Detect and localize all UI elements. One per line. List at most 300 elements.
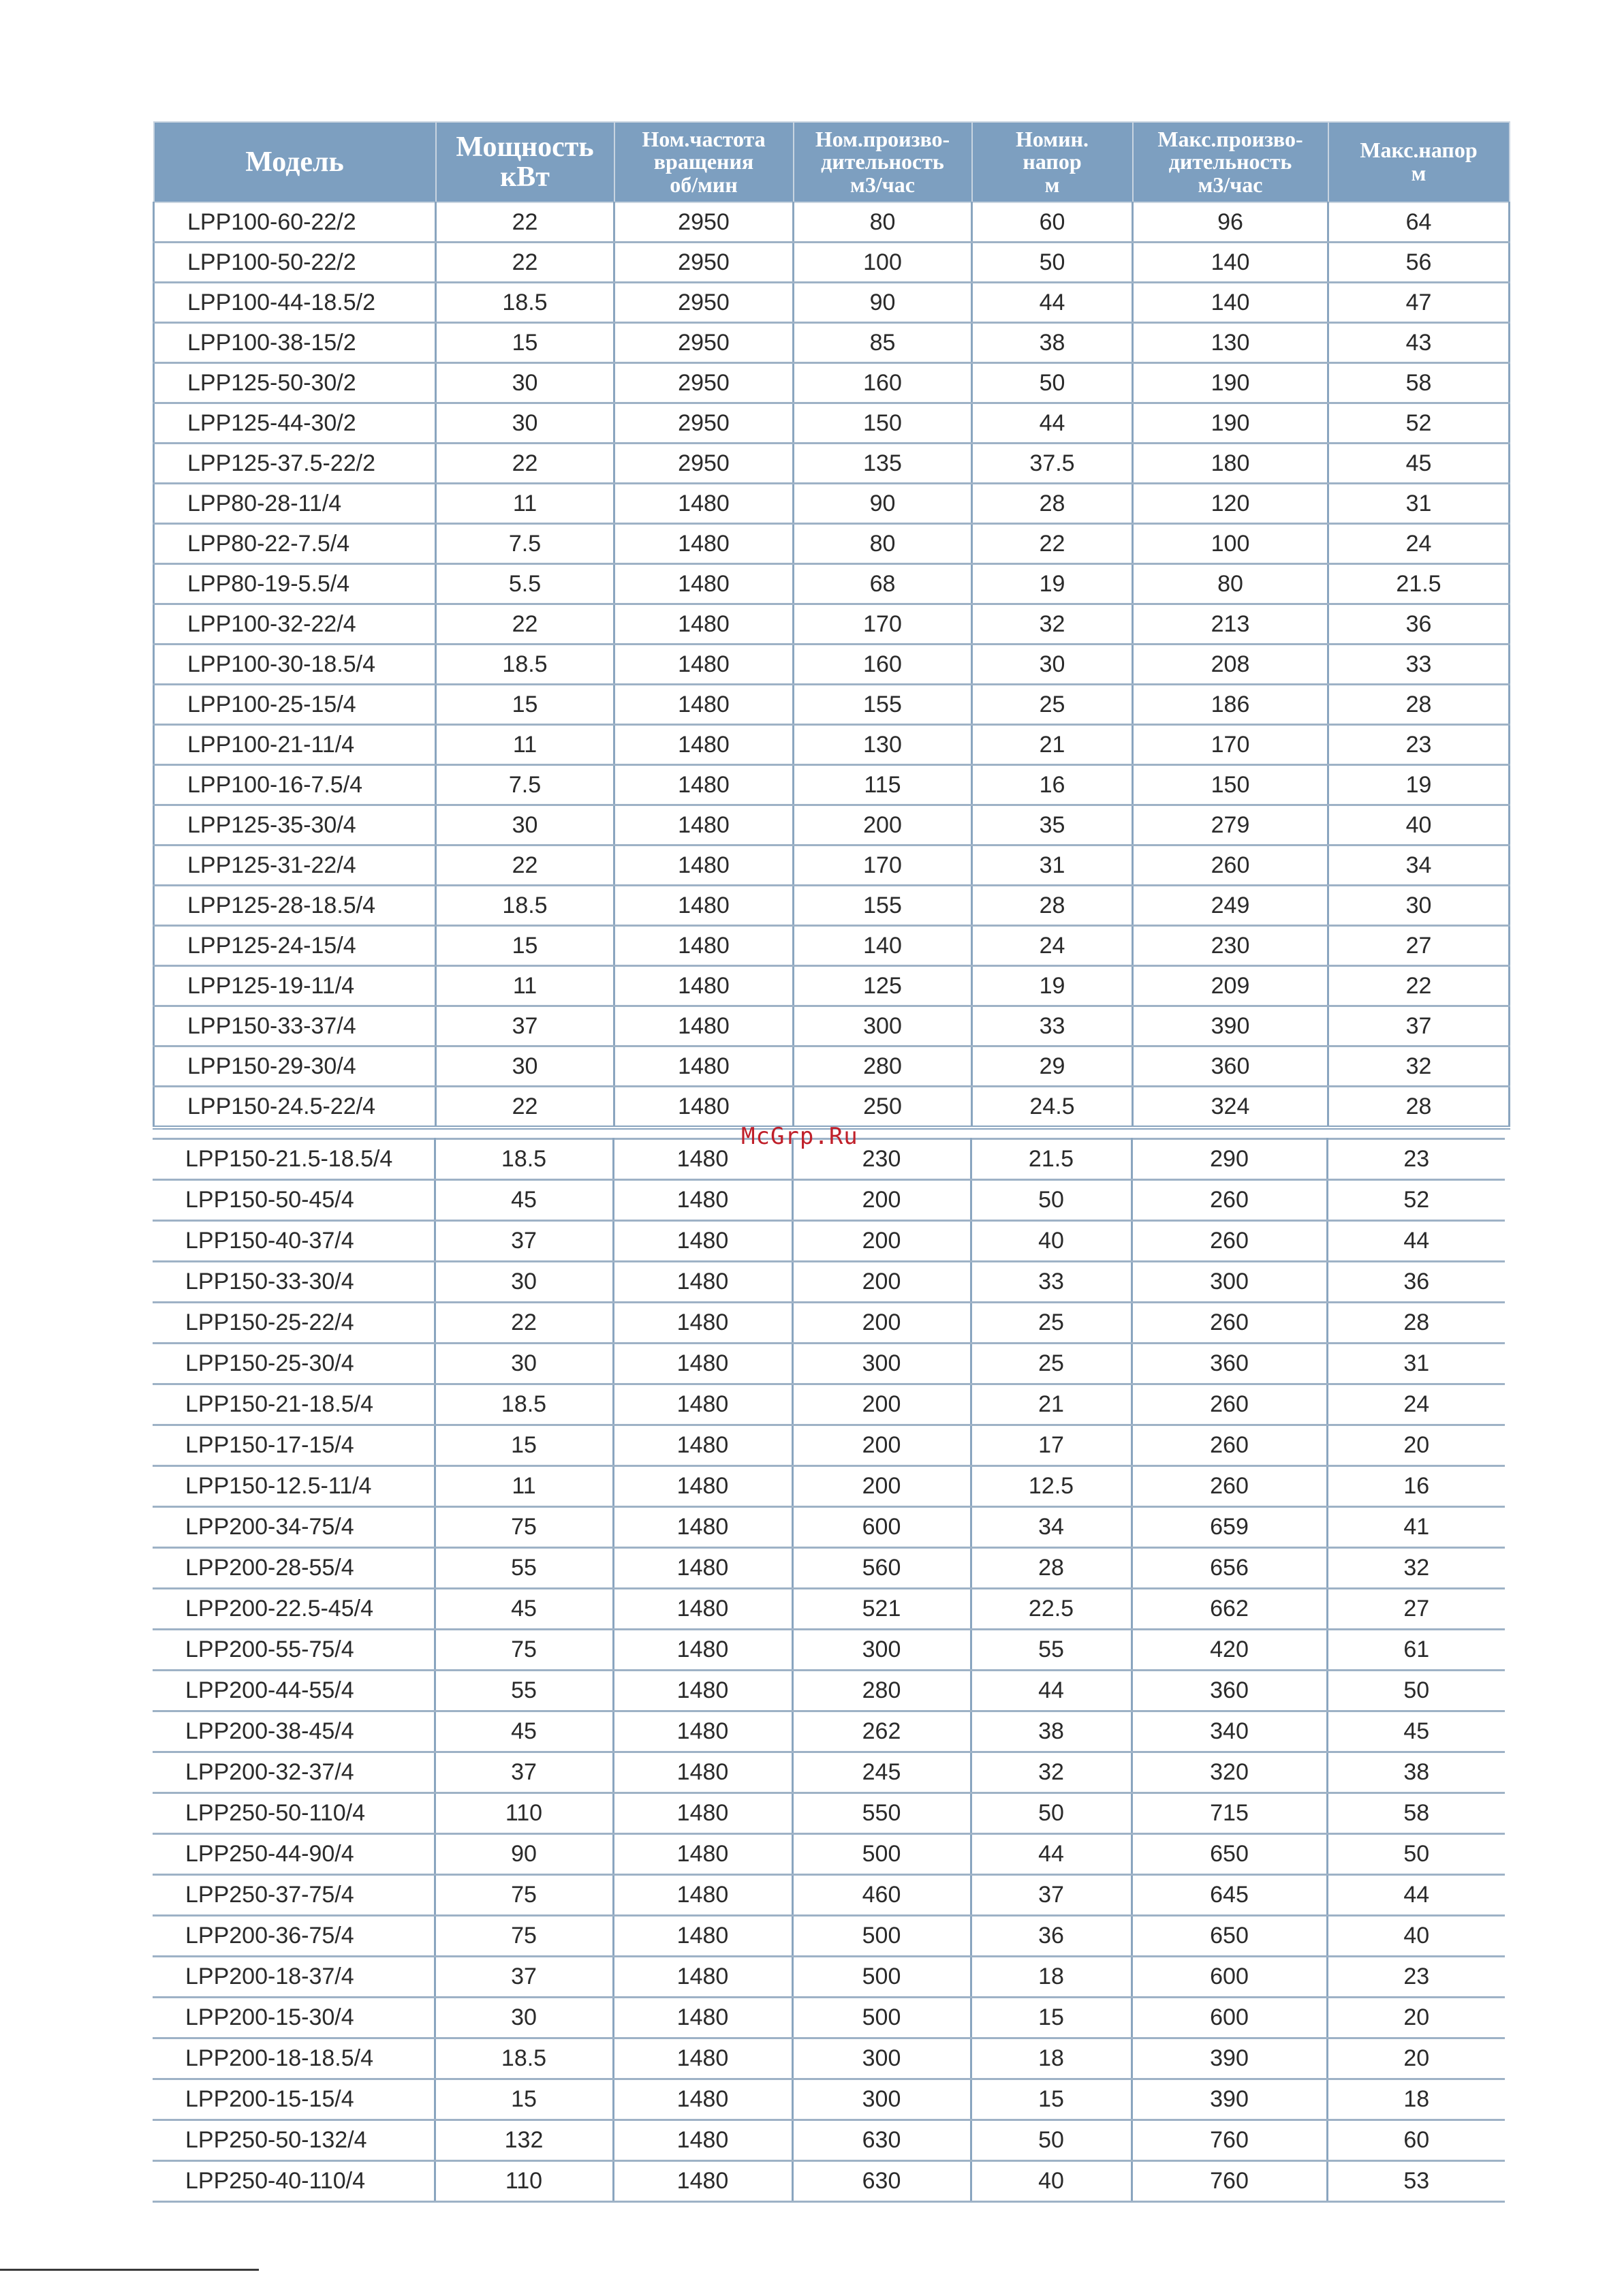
cell-max-flow: 340 — [1132, 1711, 1327, 1752]
table-row — [153, 2038, 1505, 2079]
cell-nominal-head: 44 — [971, 1671, 1132, 1711]
cell-nominal-flow: 600 — [792, 1507, 971, 1548]
header-nominal-speed: Ном.частота вращения об/мин — [614, 122, 794, 202]
cell-nominal-head: 37 — [971, 1875, 1132, 1916]
cell-power: 22 — [436, 604, 614, 645]
cell-speed: 1480 — [613, 1630, 792, 1671]
cell-power: 30 — [435, 1344, 613, 1384]
cell-nominal-head: 25 — [972, 685, 1133, 725]
cell-max-flow: 420 — [1132, 1630, 1327, 1671]
cell-nominal-flow: 500 — [792, 1957, 971, 1998]
cell-power: 30 — [436, 403, 614, 444]
cell-model: LPP200-18-18.5/4 — [153, 2038, 435, 2079]
cell-nominal-head: 15 — [971, 1998, 1132, 2038]
cell-max-head: 61 — [1327, 1630, 1505, 1671]
cell-speed: 1480 — [613, 1875, 792, 1916]
pump-spec-table-bottom — [153, 1138, 1505, 2203]
cell-model: LPP200-36-75/4 — [153, 1916, 435, 1957]
cell-max-flow: 650 — [1132, 1834, 1327, 1875]
cell-power: 75 — [435, 1875, 613, 1916]
cell-model: LPP100-21-11/4 — [154, 725, 436, 765]
cell-speed: 2950 — [614, 444, 794, 484]
cell-power: 110 — [435, 1793, 613, 1834]
cell-nominal-flow: 280 — [794, 1046, 972, 1087]
cell-max-flow: 100 — [1133, 524, 1328, 564]
cell-speed: 1480 — [613, 1303, 792, 1344]
cell-max-flow: 190 — [1133, 403, 1328, 444]
table-row — [154, 926, 1510, 966]
cell-model: LPP250-50-132/4 — [153, 2120, 435, 2161]
table-row — [153, 1711, 1505, 1752]
cell-max-head: 40 — [1328, 805, 1510, 846]
cell-speed: 1480 — [614, 685, 794, 725]
table-row — [154, 363, 1510, 403]
cell-nominal-head: 21 — [972, 725, 1133, 765]
table-row — [154, 604, 1510, 645]
cell-speed: 1480 — [613, 1262, 792, 1303]
cell-max-flow: 186 — [1133, 685, 1328, 725]
cell-power: 132 — [435, 2120, 613, 2161]
table-body-bottom — [153, 1139, 1505, 2202]
cell-model: LPP150-24.5-22/4 — [154, 1087, 436, 1128]
cell-power: 55 — [435, 1548, 613, 1589]
cell-max-head: 19 — [1328, 765, 1510, 805]
cell-nominal-head: 50 — [971, 2120, 1132, 2161]
cell-max-head: 44 — [1327, 1221, 1505, 1262]
cell-max-flow: 360 — [1132, 1671, 1327, 1711]
table-row — [154, 403, 1510, 444]
table-row — [153, 2120, 1505, 2161]
cell-power: 15 — [436, 323, 614, 363]
cell-speed: 1480 — [613, 1425, 792, 1466]
cell-max-flow: 140 — [1133, 283, 1328, 323]
cell-nominal-head: 24 — [972, 926, 1133, 966]
table-row — [153, 1221, 1505, 1262]
cell-nominal-flow: 200 — [792, 1303, 971, 1344]
cell-speed: 1480 — [613, 1384, 792, 1425]
cell-max-flow: 130 — [1133, 323, 1328, 363]
cell-model: LPP200-38-45/4 — [153, 1711, 435, 1752]
cell-speed: 1480 — [613, 1834, 792, 1875]
cell-power: 30 — [435, 1998, 613, 2038]
cell-nominal-flow: 200 — [792, 1221, 971, 1262]
cell-power: 15 — [435, 2079, 613, 2120]
cell-max-head: 21.5 — [1328, 564, 1510, 604]
cell-nominal-head: 60 — [972, 202, 1133, 243]
cell-power: 22 — [436, 243, 614, 283]
cell-nominal-head: 18 — [971, 1957, 1132, 1998]
cell-model: LPP125-31-22/4 — [154, 846, 436, 886]
cell-nominal-head: 37.5 — [972, 444, 1133, 484]
cell-max-flow: 279 — [1133, 805, 1328, 846]
cell-power: 11 — [436, 966, 614, 1006]
cell-speed: 1480 — [614, 725, 794, 765]
table-row — [154, 966, 1510, 1006]
cell-max-head: 52 — [1327, 1180, 1505, 1221]
cell-max-head: 32 — [1328, 1046, 1510, 1087]
cell-speed: 1480 — [614, 484, 794, 524]
table-row — [153, 1916, 1505, 1957]
cell-speed: 1480 — [613, 1507, 792, 1548]
table-row — [154, 886, 1510, 926]
cell-model: LPP150-29-30/4 — [154, 1046, 436, 1087]
cell-max-flow: 213 — [1133, 604, 1328, 645]
cell-power: 22 — [436, 202, 614, 243]
cell-nominal-flow: 155 — [794, 886, 972, 926]
cell-nominal-flow: 200 — [792, 1262, 971, 1303]
cell-speed: 1480 — [613, 1916, 792, 1957]
cell-power: 22 — [436, 444, 614, 484]
cell-speed: 1480 — [614, 805, 794, 846]
cell-nominal-flow: 560 — [792, 1548, 971, 1589]
cell-max-head: 28 — [1328, 685, 1510, 725]
cell-nominal-flow: 200 — [792, 1384, 971, 1425]
cell-power: 7.5 — [436, 765, 614, 805]
cell-model: LPP150-33-37/4 — [154, 1006, 436, 1046]
cell-max-head: 23 — [1328, 725, 1510, 765]
cell-speed: 1480 — [614, 1046, 794, 1087]
cell-nominal-flow: 200 — [792, 1180, 971, 1221]
cell-nominal-head: 44 — [972, 283, 1133, 323]
table-row — [153, 1262, 1505, 1303]
table-row — [154, 202, 1510, 243]
pump-spec-table-top — [153, 121, 1510, 1130]
cell-max-head: 32 — [1327, 1548, 1505, 1589]
cell-max-head: 41 — [1327, 1507, 1505, 1548]
cell-max-flow: 140 — [1133, 243, 1328, 283]
cell-speed: 1480 — [613, 1548, 792, 1589]
cell-nominal-head: 16 — [972, 765, 1133, 805]
cell-nominal-flow: 300 — [792, 1344, 971, 1384]
cell-max-head: 44 — [1327, 1875, 1505, 1916]
cell-nominal-head: 50 — [972, 363, 1133, 403]
header-nominal-head: Номин. напор м — [972, 122, 1133, 202]
table-row — [154, 283, 1510, 323]
cell-max-flow: 760 — [1132, 2120, 1327, 2161]
cell-nominal-flow: 160 — [794, 363, 972, 403]
cell-nominal-flow: 500 — [792, 1916, 971, 1957]
cell-model: LPP150-25-30/4 — [153, 1344, 435, 1384]
cell-power: 11 — [436, 725, 614, 765]
cell-speed: 1480 — [613, 1221, 792, 1262]
cell-max-head: 23 — [1327, 1139, 1505, 1180]
cell-nominal-flow: 460 — [792, 1875, 971, 1916]
cell-max-flow: 190 — [1133, 363, 1328, 403]
cell-max-head: 37 — [1328, 1006, 1510, 1046]
cell-nominal-head: 40 — [971, 1221, 1132, 1262]
cell-speed: 1480 — [614, 645, 794, 685]
cell-nominal-head: 32 — [971, 1752, 1132, 1793]
cell-nominal-flow: 521 — [792, 1589, 971, 1630]
cell-speed: 1480 — [614, 1006, 794, 1046]
cell-speed: 1480 — [614, 1087, 794, 1128]
cell-model: LPP200-44-55/4 — [153, 1671, 435, 1711]
cell-nominal-flow: 68 — [794, 564, 972, 604]
cell-model: LPP100-50-22/2 — [154, 243, 436, 283]
cell-max-flow: 290 — [1132, 1139, 1327, 1180]
cell-model: LPP150-17-15/4 — [153, 1425, 435, 1466]
cell-nominal-head: 44 — [972, 403, 1133, 444]
cell-model: LPP125-50-30/2 — [154, 363, 436, 403]
table-row — [153, 2161, 1505, 2202]
cell-nominal-head: 25 — [971, 1303, 1132, 1344]
cell-max-head: 58 — [1327, 1793, 1505, 1834]
cell-max-flow: 260 — [1132, 1384, 1327, 1425]
cell-speed: 2950 — [614, 283, 794, 323]
cell-max-flow: 260 — [1132, 1303, 1327, 1344]
cell-max-flow: 645 — [1132, 1875, 1327, 1916]
cell-power: 55 — [435, 1671, 613, 1711]
cell-power: 22 — [436, 846, 614, 886]
table-row — [154, 243, 1510, 283]
header-nominal-flow: Ном.произво- дительность м3/час — [794, 122, 972, 202]
cell-nominal-flow: 90 — [794, 283, 972, 323]
cell-max-head: 31 — [1327, 1344, 1505, 1384]
cell-max-head: 50 — [1327, 1834, 1505, 1875]
table-row — [154, 524, 1510, 564]
cell-nominal-flow: 300 — [792, 1630, 971, 1671]
cell-nominal-flow: 550 — [792, 1793, 971, 1834]
cell-power: 37 — [435, 1221, 613, 1262]
table-row — [154, 645, 1510, 685]
cell-nominal-flow: 630 — [792, 2161, 971, 2202]
cell-model: LPP100-38-15/2 — [154, 323, 436, 363]
table-row — [153, 1180, 1505, 1221]
cell-max-flow: 390 — [1132, 2079, 1327, 2120]
cell-max-head: 43 — [1328, 323, 1510, 363]
cell-nominal-flow: 500 — [792, 1834, 971, 1875]
cell-speed: 1480 — [613, 2038, 792, 2079]
cell-power: 18.5 — [436, 645, 614, 685]
cell-power: 22 — [436, 1087, 614, 1128]
cell-power: 30 — [435, 1262, 613, 1303]
cell-max-head: 18 — [1327, 2079, 1505, 2120]
cell-max-flow: 715 — [1132, 1793, 1327, 1834]
cell-max-head: 27 — [1327, 1589, 1505, 1630]
cell-speed: 2950 — [614, 243, 794, 283]
cell-max-head: 58 — [1328, 363, 1510, 403]
cell-max-head: 56 — [1328, 243, 1510, 283]
cell-speed: 1480 — [613, 1957, 792, 1998]
cell-max-flow: 230 — [1133, 926, 1328, 966]
cell-nominal-flow: 500 — [792, 1998, 971, 2038]
cell-power: 37 — [435, 1752, 613, 1793]
cell-nominal-head: 12.5 — [971, 1466, 1132, 1507]
table-row — [153, 1671, 1505, 1711]
cell-power: 37 — [436, 1006, 614, 1046]
cell-power: 37 — [435, 1957, 613, 1998]
cell-nominal-flow: 200 — [794, 805, 972, 846]
cell-nominal-head: 55 — [971, 1630, 1132, 1671]
cell-max-flow: 249 — [1133, 886, 1328, 926]
cell-nominal-flow: 262 — [792, 1711, 971, 1752]
cell-speed: 2950 — [614, 323, 794, 363]
cell-model: LPP200-32-37/4 — [153, 1752, 435, 1793]
cell-model: LPP200-34-75/4 — [153, 1507, 435, 1548]
cell-nominal-head: 28 — [972, 484, 1133, 524]
cell-nominal-flow: 170 — [794, 604, 972, 645]
cell-power: 75 — [435, 1630, 613, 1671]
cell-speed: 2950 — [614, 363, 794, 403]
table-row — [154, 1046, 1510, 1087]
cell-speed: 1480 — [613, 1180, 792, 1221]
cell-max-flow: 80 — [1133, 564, 1328, 604]
cell-max-flow: 760 — [1132, 2161, 1327, 2202]
cell-max-head: 34 — [1328, 846, 1510, 886]
cell-nominal-head: 38 — [972, 323, 1133, 363]
table-row — [154, 685, 1510, 725]
cell-max-flow: 260 — [1132, 1466, 1327, 1507]
cell-nominal-head: 21.5 — [971, 1139, 1132, 1180]
table-row — [153, 1507, 1505, 1548]
cell-model: LPP200-55-75/4 — [153, 1630, 435, 1671]
table-row — [153, 1630, 1505, 1671]
cell-nominal-flow: 630 — [792, 2120, 971, 2161]
table-row — [154, 805, 1510, 846]
cell-max-flow: 320 — [1132, 1752, 1327, 1793]
cell-power: 18.5 — [435, 1139, 613, 1180]
cell-model: LPP150-21.5-18.5/4 — [153, 1139, 435, 1180]
cell-nominal-head: 19 — [972, 564, 1133, 604]
cell-nominal-flow: 160 — [794, 645, 972, 685]
cell-nominal-flow: 200 — [792, 1466, 971, 1507]
cell-nominal-flow: 155 — [794, 685, 972, 725]
cell-nominal-head: 24.5 — [972, 1087, 1133, 1128]
cell-power: 15 — [436, 685, 614, 725]
cell-power: 30 — [436, 363, 614, 403]
cell-nominal-head: 22.5 — [971, 1589, 1132, 1630]
cell-max-head: 53 — [1327, 2161, 1505, 2202]
cell-power: 45 — [435, 1589, 613, 1630]
cell-max-flow: 209 — [1133, 966, 1328, 1006]
cell-speed: 1480 — [613, 2161, 792, 2202]
table-row — [154, 1087, 1510, 1128]
cell-speed: 1480 — [613, 1998, 792, 2038]
table-row — [153, 1998, 1505, 2038]
cell-nominal-head: 18 — [971, 2038, 1132, 2079]
cell-speed: 1480 — [613, 2120, 792, 2161]
cell-nominal-head: 36 — [971, 1916, 1132, 1957]
cell-max-head: 24 — [1327, 1384, 1505, 1425]
cell-power: 18.5 — [435, 2038, 613, 2079]
table-row — [154, 444, 1510, 484]
cell-model: LPP200-22.5-45/4 — [153, 1589, 435, 1630]
cell-speed: 1480 — [614, 846, 794, 886]
cell-power: 75 — [435, 1916, 613, 1957]
cell-model: LPP80-28-11/4 — [154, 484, 436, 524]
cell-nominal-flow: 85 — [794, 323, 972, 363]
cell-max-flow: 390 — [1132, 2038, 1327, 2079]
cell-max-flow: 260 — [1133, 846, 1328, 886]
cell-speed: 1480 — [613, 1671, 792, 1711]
cell-max-head: 16 — [1327, 1466, 1505, 1507]
cell-nominal-head: 30 — [972, 645, 1133, 685]
cell-max-head: 23 — [1327, 1957, 1505, 1998]
cell-model: LPP125-44-30/2 — [154, 403, 436, 444]
table-row — [154, 323, 1510, 363]
cell-nominal-flow: 250 — [794, 1087, 972, 1128]
cell-model: LPP150-50-45/4 — [153, 1180, 435, 1221]
table-row — [153, 1344, 1505, 1384]
cell-speed: 1480 — [614, 604, 794, 645]
cell-max-head: 52 — [1328, 403, 1510, 444]
cell-power: 110 — [435, 2161, 613, 2202]
cell-model: LPP150-33-30/4 — [153, 1262, 435, 1303]
cell-nominal-flow: 150 — [794, 403, 972, 444]
cell-nominal-flow: 200 — [792, 1425, 971, 1466]
cell-nominal-flow: 170 — [794, 846, 972, 886]
cell-speed: 1480 — [614, 966, 794, 1006]
cell-max-flow: 360 — [1132, 1344, 1327, 1384]
cell-model: LPP100-16-7.5/4 — [154, 765, 436, 805]
cell-power: 90 — [435, 1834, 613, 1875]
table-row — [153, 1834, 1505, 1875]
cell-speed: 1480 — [614, 564, 794, 604]
header-model: Модель — [154, 122, 436, 202]
cell-nominal-flow: 135 — [794, 444, 972, 484]
cell-nominal-flow: 130 — [794, 725, 972, 765]
cell-nominal-flow: 230 — [792, 1139, 971, 1180]
cell-max-head: 47 — [1328, 283, 1510, 323]
cell-speed: 1480 — [613, 1139, 792, 1180]
cell-max-head: 33 — [1328, 645, 1510, 685]
cell-nominal-flow: 300 — [792, 2038, 971, 2079]
cell-max-flow: 324 — [1133, 1087, 1328, 1128]
cell-nominal-head: 25 — [971, 1344, 1132, 1384]
cell-speed: 1480 — [613, 1344, 792, 1384]
cell-nominal-head: 35 — [972, 805, 1133, 846]
cell-max-flow: 300 — [1132, 1262, 1327, 1303]
cell-max-flow: 390 — [1133, 1006, 1328, 1046]
cell-model: LPP125-35-30/4 — [154, 805, 436, 846]
cell-speed: 1480 — [613, 1589, 792, 1630]
cell-model: LPP80-19-5.5/4 — [154, 564, 436, 604]
cell-power: 30 — [436, 1046, 614, 1087]
cell-speed: 1480 — [614, 765, 794, 805]
table-row — [153, 1752, 1505, 1793]
cell-nominal-flow: 140 — [794, 926, 972, 966]
cell-power: 45 — [435, 1711, 613, 1752]
cell-power: 7.5 — [436, 524, 614, 564]
cell-max-head: 40 — [1327, 1916, 1505, 1957]
cell-speed: 1480 — [613, 1793, 792, 1834]
cell-max-flow: 600 — [1132, 1998, 1327, 2038]
cell-max-head: 38 — [1327, 1752, 1505, 1793]
cell-max-head: 20 — [1327, 2038, 1505, 2079]
cell-power: 18.5 — [436, 886, 614, 926]
cell-nominal-head: 33 — [971, 1262, 1132, 1303]
cell-max-flow: 260 — [1132, 1180, 1327, 1221]
cell-nominal-head: 50 — [971, 1793, 1132, 1834]
cell-nominal-head: 29 — [972, 1046, 1133, 1087]
header-power: Мощность кВт — [436, 122, 614, 202]
cell-speed: 2950 — [614, 202, 794, 243]
cell-max-flow: 662 — [1132, 1589, 1327, 1630]
cell-model: LPP125-28-18.5/4 — [154, 886, 436, 926]
cell-power: 75 — [435, 1507, 613, 1548]
cell-nominal-flow: 100 — [794, 243, 972, 283]
table-row — [154, 1006, 1510, 1046]
cell-nominal-head: 34 — [971, 1507, 1132, 1548]
cell-max-head: 20 — [1327, 1425, 1505, 1466]
cell-power: 18.5 — [435, 1384, 613, 1425]
cell-model: LPP125-24-15/4 — [154, 926, 436, 966]
cell-model: LPP100-25-15/4 — [154, 685, 436, 725]
cell-model: LPP100-32-22/4 — [154, 604, 436, 645]
cell-speed: 1480 — [613, 1711, 792, 1752]
cell-model: LPP150-40-37/4 — [153, 1221, 435, 1262]
cell-max-head: 30 — [1328, 886, 1510, 926]
